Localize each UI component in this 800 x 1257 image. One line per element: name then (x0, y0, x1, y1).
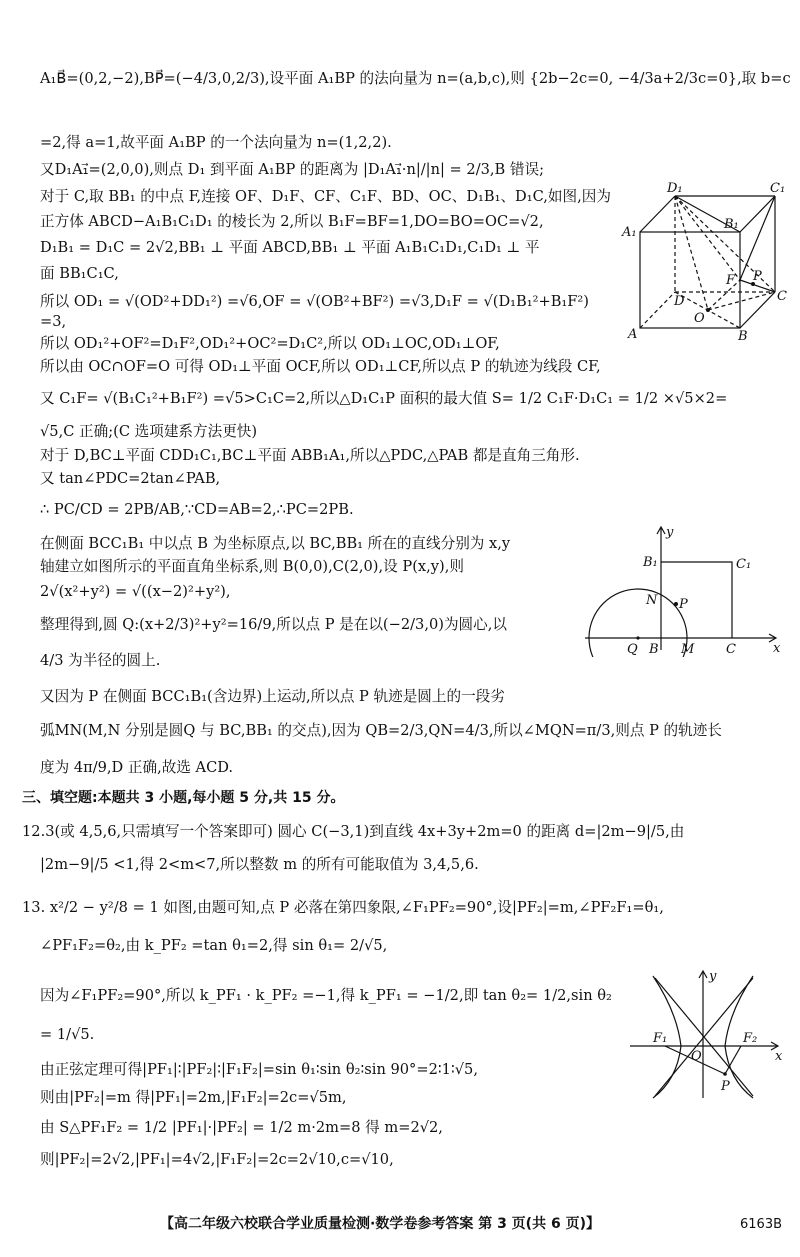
text-line: 面 BB₁C₁C, (40, 265, 119, 282)
text-line: 又因为 P 在侧面 BCC₁B₁(含边界)上运动,所以点 P 轨迹是圆上的一段劣 (40, 688, 505, 705)
hyperbola-label: F₁ (653, 1031, 668, 1046)
hyperbola-label: x (775, 1049, 783, 1064)
text-line: 则|PF₂|=2√2,|PF₁|=4√2,|F₁F₂|=2c=2√10,c=√10, (40, 1151, 394, 1168)
circle-label: N (646, 593, 658, 608)
cube-label: C (777, 289, 787, 304)
text-line: 13. x²/2 − y²/8 = 1 如图,由题可知,点 P 必落在第四象限,∠F₁PF₂=90°,设|PF₂|=m,∠PF₂F₁=θ₁, (22, 899, 664, 916)
text-line: 又 C₁F= √(B₁C₁²+B₁F²) =√5>C₁C=2,所以△D₁C₁P 面积的最大值 S= 1/2 C₁F·D₁C₁ = 1/2 ×√5×2= (40, 390, 728, 407)
text-line: 所以由 OC∩OF=O 可得 OD₁⊥平面 OCF,所以 OD₁⊥CF,所以点 P 的轨迹为线段 CF, (40, 358, 601, 375)
circle-label: B (649, 642, 659, 657)
circle-label: C₁ (736, 557, 752, 572)
circle-figure (580, 522, 790, 657)
text-line: =3, (40, 313, 67, 330)
text-line: 由 S△PF₁F₂ = 1/2 |PF₁|·|PF₂| = 1/2 m·2m=8 得 m=2√2, (40, 1119, 443, 1136)
circle-label: y (666, 525, 674, 540)
circle-label: B₁ (643, 555, 658, 570)
text-line: 正方体 ABCD−A₁B₁C₁D₁ 的棱长为 2,所以 B₁F=BF=1,DO=BO=OC=√2, (40, 213, 544, 230)
text-line: 4/3 为半径的圆上. (40, 652, 161, 669)
cube-label: C₁ (770, 181, 786, 196)
circle-label: x (773, 641, 781, 656)
text-line: =2,得 a=1,故平面 A₁BP 的一个法向量为 n=(1,2,2). (40, 134, 392, 151)
text-line: 2√(x²+y²) = √((x−2)²+y²), (40, 583, 231, 600)
text-line: D₁B₁ = D₁C = 2√2,BB₁ ⊥ 平面 ABCD,BB₁ ⊥ 平面 A₁B₁C₁D₁,C₁D₁ ⊥ 平 (40, 239, 540, 256)
cube-label: D (674, 294, 685, 309)
text-line: 因为∠F₁PF₂=90°,所以 k_PF₁ · k_PF₂ =−1,得 k_PF₁ = −1/2,即 tan θ₂= 1/2,sin θ₂ (40, 987, 612, 1004)
text-line: ∴ PC/CD = 2PB/AB,∵CD=AB=2,∴PC=2PB. (40, 501, 354, 518)
text-line: 整理得到,圆 Q:(x+2/3)²+y²=16/9,所以点 P 是在以(−2/3,0)为圆心,以 (40, 616, 507, 633)
circle-label: C (726, 642, 736, 657)
footer-text: 【高二年级六校联合学业质量检测·数学卷参考答案 第 3 页(共 6 页)】 (160, 1216, 600, 1232)
text-line: 12.3(或 4,5,6,只需填写一个答案即可) 圆心 C(−3,1)到直线 4x+3y+2m=0 的距离 d=|2m−9|/5,由 (22, 823, 685, 840)
text-line: 又 tan∠PDC=2tan∠PAB, (40, 470, 221, 487)
cube-label: F (726, 273, 736, 288)
section-heading: 三、填空题:本题共 3 小题,每小题 5 分,共 15 分。 (22, 790, 345, 806)
text-line: ∠PF₁F₂=θ₂,由 k_PF₂ =tan θ₁=2,得 sin θ₁= 2/√5, (40, 937, 388, 954)
text-line: 弧MN(M,N 分别是圆Q 与 BC,BB₁ 的交点),因为 QB=2/3,QN=4/3,所以∠MQN=π/3,则点 P 的轨迹长 (40, 722, 722, 739)
cube-label: O (694, 311, 705, 326)
circle-label: P (679, 597, 688, 612)
text-line: 轴建立如图所示的平面直角坐标系,则 B(0,0),C(2,0),设 P(x,y),则 (40, 558, 464, 575)
cube-label: B₁ (724, 217, 739, 232)
text-line: 所以 OD₁²+OF²=D₁F²,OD₁²+OC²=D₁C²,所以 OD₁⊥OC,OD₁⊥OF, (40, 335, 500, 352)
hyperbola-label: O (691, 1049, 702, 1064)
text-line: = 1/√5. (40, 1026, 95, 1043)
cube-label: P (753, 269, 762, 284)
text-line: 则由|PF₂|=m 得|PF₁|=2m,|F₁F₂|=2c=√5m, (40, 1089, 347, 1106)
text-line: 对于 D,BC⊥平面 CDD₁C₁,BC⊥平面 ABB₁A₁,所以△PDC,△PAB 都是直角三角形. (40, 447, 580, 464)
cube-label: B (738, 329, 748, 344)
text-line: 在侧面 BCC₁B₁ 中以点 B 为坐标原点,以 BC,BB₁ 所在的直线分别为 x,y (40, 535, 511, 552)
text-line: |2m−9|/5 <1,得 2<m<7,所以整数 m 的所有可能取值为 3,4,5,6. (40, 856, 479, 873)
cube-figure (620, 180, 790, 345)
hyperbola-label: F₂ (743, 1031, 758, 1046)
cube-label: A (628, 327, 638, 342)
hyperbola-figure (625, 968, 785, 1103)
hyperbola-label: y (709, 969, 717, 984)
circle-label: M (681, 642, 695, 657)
cube-label: D₁ (667, 181, 683, 196)
text-line: A₁B⃗=(0,2,−2),BP⃗=(−4/3,0,2/3),设平面 A₁BP 的法向量为 n=(a,b,c),则 {2b−2c=0, −4/3a+2/3c=0},取 b=c (40, 70, 791, 87)
circle-label: Q (627, 642, 638, 657)
text-line: 由正弦定理可得|PF₁|∶|PF₂|∶|F₁F₂|=sin θ₁∶sin θ₂∶sin 90°=2∶1∶√5, (40, 1061, 478, 1078)
text-line: 又D₁A₁⃗=(2,0,0),则点 D₁ 到平面 A₁BP 的距离为 |D₁A₁⃗·n|/|n| = 2/3,B 错误; (40, 161, 545, 178)
text-line: 度为 4π/9,D 正确,故选 ACD. (40, 759, 234, 776)
document-code: 6163B (740, 1217, 783, 1232)
text-line: 所以 OD₁ = √(OD²+DD₁²) =√6,OF = √(OB²+BF²) =√3,D₁F = √(D₁B₁²+B₁F²) (40, 293, 589, 310)
hyperbola-label: P (721, 1079, 730, 1094)
text-line: 对于 C,取 BB₁ 的中点 F,连接 OF、D₁F、CF、C₁F、BD、OC、D₁B₁、D₁C,如图,因为 (40, 188, 611, 205)
text-line: √5,C 正确;(C 选项建系方法更快) (40, 423, 258, 440)
cube-label: A₁ (622, 225, 637, 240)
